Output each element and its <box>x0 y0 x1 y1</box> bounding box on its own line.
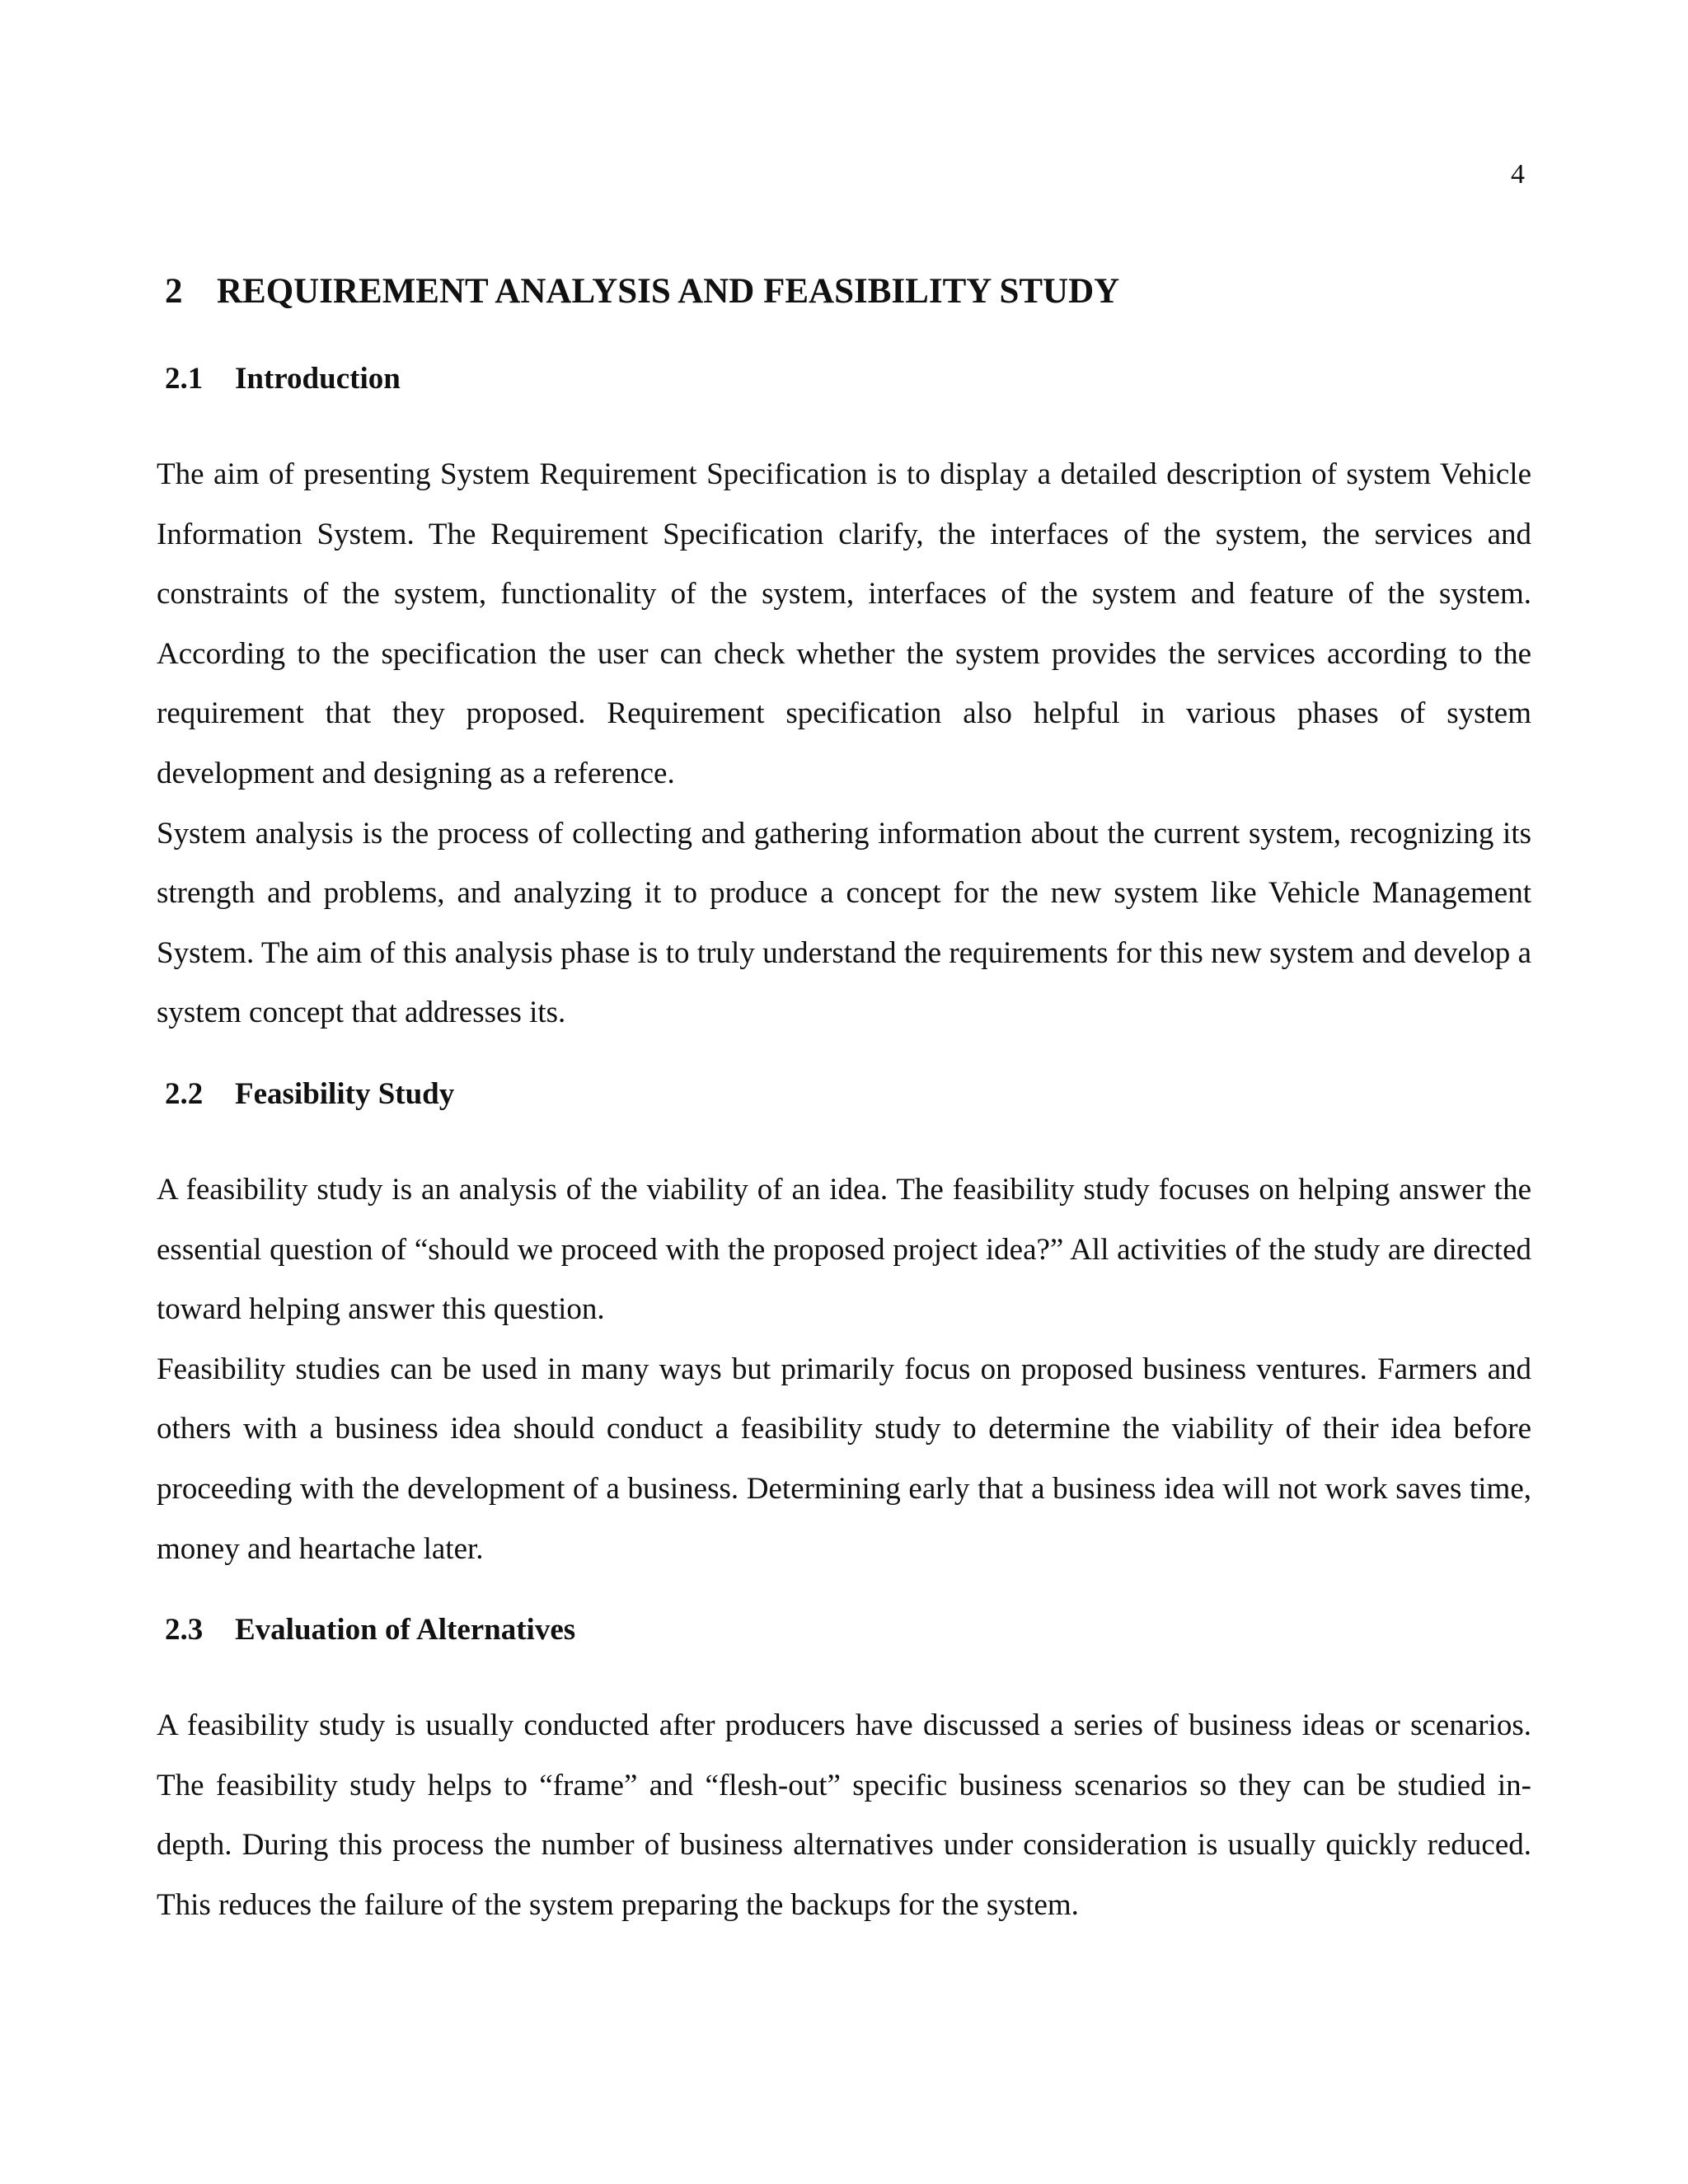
paragraph: System analysis is the process of collecting and gathering information about the current system, recognizing its strength and problems, and analyzing it to produce a concept for the new system like Vehicle Management System. The aim of this analysis phase is to truly understand the requirements for this new system and develop a system concept that addresses its. <box>157 816 1531 1030</box>
section-number: 2.2 <box>165 1076 204 1111</box>
section-heading-text: Evaluation of Alternatives <box>235 1613 576 1647</box>
section-number: 2.1 <box>165 362 204 396</box>
paragraph: The aim of presenting System Requirement Specification is to display a detailed description of system Vehicle Information System. The Requirement Specification clarify, the interfaces of the system, the services and constraints of the system, functionality of the system, interfaces of the system and feature of the system. According to the specification the user can check whether the system provides the services according to the requirement that they proposed. Requirement specification also helpful in various phases of system development and designing as a reference. <box>157 457 1531 790</box>
section-heading-evaluation-of-alternatives <box>157 1601 1531 1660</box>
section-body-introduction <box>157 445 1531 1043</box>
page-number: 4 <box>1511 159 1525 190</box>
section-heading-feasibility-study <box>157 1065 1531 1124</box>
section-number: 2.3 <box>165 1613 204 1647</box>
section-heading-text: Feasibility Study <box>235 1076 455 1111</box>
section-heading-text: Introduction <box>235 362 401 396</box>
section-body-feasibility-study <box>157 1160 1531 1579</box>
paragraph: A feasibility study is usually conducted after producers have discussed a series of business ideas or scenarios. The feasibility study helps to “frame” and “flesh-out” specific business scenarios so they can be studied in-depth. During this process the number of business alternatives under consideration is usually quickly reduced. This reduces the failure of the system preparing the backups for the system. <box>157 1708 1531 1922</box>
document-body <box>157 262 1531 1935</box>
section-heading-introduction <box>157 349 1531 409</box>
paragraph: A feasibility study is an analysis of the viability of an idea. The feasibility study focuses on helping answer the essential question of “should we proceed with the proposed project idea?” All activities of the study are directed toward helping answer this question. <box>157 1172 1531 1327</box>
paragraph: Feasibility studies can be used in many ways but primarily focus on proposed business ventures. Farmers and others with a business idea should conduct a feasibility study to determine the viability of their idea before proceeding with the development of a business. Determining early that a business idea will not work saves time, money and heartache later. <box>157 1352 1531 1566</box>
chapter-title-text: REQUIREMENT ANALYSIS AND FEASIBILITY STUDY <box>217 272 1120 311</box>
section-body-evaluation-of-alternatives <box>157 1696 1531 1935</box>
chapter-title <box>157 262 1531 321</box>
chapter-number: 2 <box>165 272 183 311</box>
